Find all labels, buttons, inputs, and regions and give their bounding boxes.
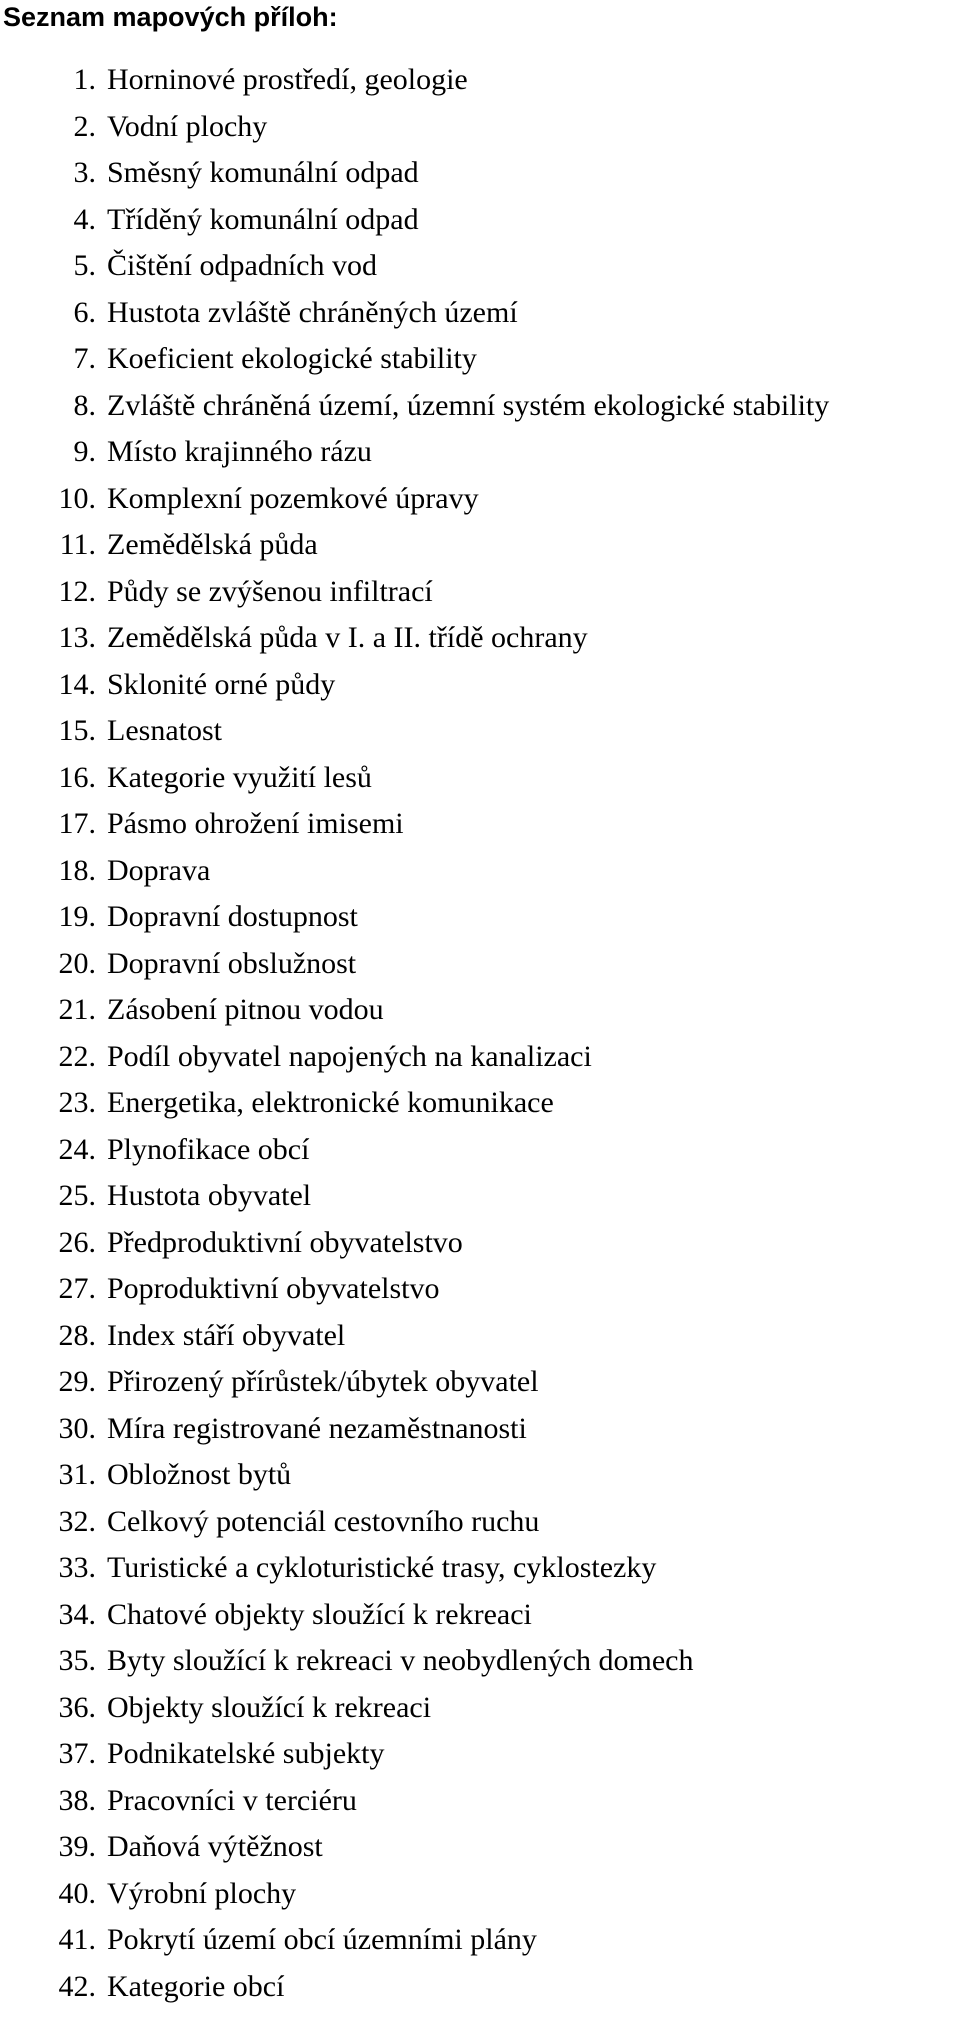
list-item-number: 16.: [58, 760, 96, 794]
list-item-number: 5.: [73, 249, 96, 282]
list-item-text: Čištění odpadních vod: [107, 249, 377, 282]
list-item-text: Výrobní plochy: [107, 1876, 297, 1910]
list-item-text: Pracovníci v terciéru: [107, 1783, 357, 1817]
list-item-text: Předproduktivní obyvatelstvo: [107, 1225, 463, 1259]
list-item-text: Energetika, elektronické komunikace: [107, 1086, 554, 1119]
list-item-number: 35.: [58, 1644, 96, 1677]
list-item-number: 26.: [58, 1225, 96, 1259]
list-item-number: 32.: [58, 1504, 96, 1538]
list-item-number: 15.: [58, 714, 96, 747]
list-item-text: Lesnatost: [107, 714, 222, 747]
list-item-number: 3.: [73, 156, 96, 189]
list-item-number: 40.: [58, 1876, 96, 1910]
list-item-text: Dopravní obslužnost: [107, 946, 357, 980]
list-item-number: 1.: [73, 63, 96, 96]
list-item-number: 33.: [58, 1551, 96, 1584]
list-item-text: Zemědělská půda v I. a II. třídě ochrany: [107, 621, 588, 654]
list-item-text: Vodní plochy: [107, 109, 268, 143]
list-item-text: Doprava: [107, 853, 211, 887]
list-item-number: 13.: [58, 621, 96, 654]
list-item-text: Pásmo ohrožení imisemi: [107, 807, 404, 840]
list-item-text: Chatové objekty sloužící k rekreaci: [107, 1597, 532, 1631]
list-item-text: Sklonité orné půdy: [107, 667, 336, 701]
list-item-number: 9.: [73, 435, 96, 468]
list-item-text: Obložnost bytů: [107, 1458, 292, 1491]
list-item-text: Míra registrované nezaměstnanosti: [107, 1411, 527, 1445]
list-item-number: 27.: [58, 1272, 96, 1305]
list-item-number: 37.: [58, 1737, 96, 1770]
list-item-text: Index stáří obyvatel: [107, 1318, 346, 1352]
list-item-number: 39.: [58, 1830, 96, 1863]
list-item-text: Podnikatelské subjekty: [107, 1737, 385, 1770]
list-item-text: Daňová výtěžnost: [107, 1830, 323, 1863]
list-item-number: 29.: [58, 1365, 96, 1398]
list-item-number: 14.: [58, 667, 96, 701]
list-item-number: 22.: [58, 1039, 96, 1073]
list-item-number: 41.: [58, 1923, 96, 1956]
list-item-text: Půdy se zvýšenou infiltrací: [107, 574, 433, 608]
list-item-text: Celkový potenciál cestovního ruchu: [107, 1504, 540, 1538]
list-item-number: 34.: [58, 1597, 96, 1631]
list-item-text: Pokrytí území obcí územními plány: [107, 1923, 537, 1956]
list-item-number: 4.: [73, 202, 96, 236]
list-item-number: 28.: [58, 1318, 96, 1352]
list-item-number: 21.: [58, 993, 96, 1026]
list-item-text: Koeficient ekologické stability: [107, 342, 477, 375]
list-item-text: Kategorie obcí: [107, 1969, 285, 2003]
list-item-number: 6.: [73, 295, 96, 329]
list-item-text: Podíl obyvatel napojených na kanalizaci: [107, 1039, 592, 1073]
list-heading: Seznam mapových příloh:: [3, 2, 338, 32]
list-item-text: Zemědělská půda: [107, 528, 318, 561]
list-item-number: 11.: [59, 528, 96, 561]
list-item-text: Kategorie využití lesů: [107, 760, 372, 794]
list-item-number: 19.: [58, 900, 96, 933]
list-item-number: 24.: [58, 1132, 96, 1166]
list-item-text: Hustota zvláště chráněných území: [107, 295, 518, 329]
list-item-number: 30.: [58, 1411, 96, 1445]
list-item-text: Zásobení pitnou vodou: [107, 993, 384, 1026]
list-item-text: Směsný komunální odpad: [107, 156, 419, 189]
list-item-text: Tříděný komunální odpad: [107, 202, 419, 236]
list-item-number: 2.: [73, 109, 96, 143]
list-item-text: Dopravní dostupnost: [107, 900, 358, 933]
list-item-text: Poproduktivní obyvatelstvo: [107, 1272, 440, 1305]
list-item-text: Byty sloužící k rekreaci v neobydlených domech: [107, 1644, 694, 1677]
list-item-text: Přirozený přírůstek/úbytek obyvatel: [107, 1365, 539, 1398]
list-item-number: 42.: [58, 1969, 96, 2003]
list-item-text: Turistické a cykloturistické trasy, cyklostezky: [107, 1551, 657, 1584]
list-item-number: 25.: [58, 1179, 96, 1212]
list-item-number: 12.: [58, 574, 96, 608]
list-item-number: 23.: [58, 1086, 96, 1119]
list-item-text: Horninové prostředí, geologie: [107, 63, 468, 96]
list-item-text: Komplexní pozemkové úpravy: [107, 481, 479, 515]
list-item-text: Plynofikace obcí: [107, 1132, 310, 1166]
list-item-number: 7.: [73, 342, 96, 375]
list-item-number: 18.: [58, 853, 96, 887]
list-item-text: Objekty sloužící k rekreaci: [107, 1690, 432, 1724]
list-item-number: 17.: [58, 807, 96, 840]
list-item-text: Zvláště chráněná území, územní systém ekologické stability: [107, 388, 830, 422]
list-item-number: 8.: [73, 388, 96, 422]
list-item-text: Místo krajinného rázu: [107, 435, 372, 468]
list-item-text: Hustota obyvatel: [107, 1179, 312, 1212]
list-item-number: 38.: [58, 1783, 96, 1817]
list-item-number: 36.: [58, 1690, 96, 1724]
list-item-number: 10.: [58, 481, 96, 515]
list-item-number: 31.: [58, 1458, 96, 1491]
list-item-number: 20.: [58, 946, 96, 980]
